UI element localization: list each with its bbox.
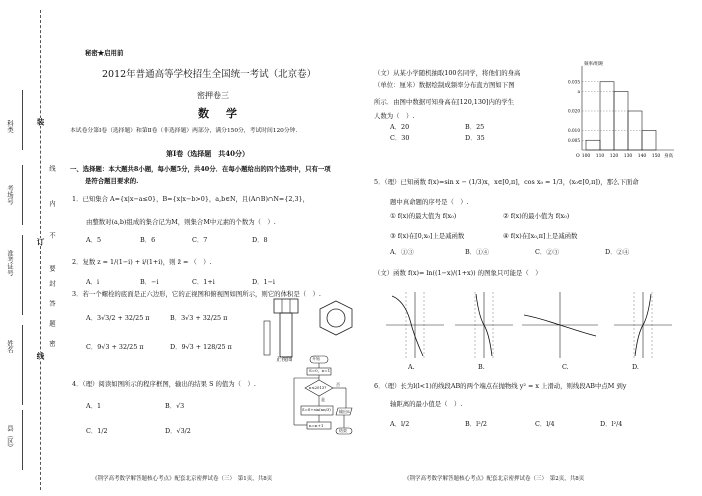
field-room: 考场号: [6, 185, 14, 205]
flow-update-s: S=S+sin(nπ/3): [302, 407, 331, 412]
q5-option-b: B．①④: [465, 248, 489, 256]
q3-option-c: C．9√3 + 32/25 π: [86, 343, 144, 351]
q1-stem: 1．已知集合 A={x|x−a≤0}，B={x|x−b>0}，a,b∈N，且(A∩B)∩N={2,3}，: [72, 195, 309, 203]
seal-text-4: 要: [48, 265, 56, 272]
q5-option-a: A．①③: [390, 248, 414, 256]
q4b-option-b: B．25: [465, 123, 485, 131]
flow-increment: n=n+1: [309, 423, 324, 428]
q5-item-4: ④ f(x)在[x₀,π]上是减函数: [503, 232, 578, 240]
secret-label: 秘密★启用前: [85, 49, 124, 57]
height-histogram: [560, 62, 690, 162]
seal-text-5: 答: [48, 300, 56, 307]
x-tick-label: 130: [623, 154, 633, 159]
q5-option-c: C．②③: [535, 248, 560, 256]
seal-mark-4: 封: [48, 280, 56, 287]
q3-option-b: B．3√3 + 32/25 π: [170, 314, 228, 322]
seal-mark-5: 密: [48, 340, 56, 347]
seal-text-1: 线: [48, 165, 56, 172]
section-heading: 第Ⅰ卷（选择题 共40分）: [166, 149, 250, 158]
q2-option-c: C．1+i: [192, 278, 215, 286]
field-name: 姓名: [6, 340, 14, 353]
q6-stem: 6．（理）长为l(l<1)的线段AB的两个端点在抛物线 y² = x 上滑动，则线段AB中点M 到y: [374, 382, 627, 390]
left-footer: 《荆学高考数学解答题核心考点》配套北京密押试卷（三） 第1页，共8页: [92, 476, 273, 482]
q6-stem-2: 轴距离的最小值是（ ）.: [390, 400, 463, 408]
graph-c: [520, 290, 600, 360]
choice-intro-1: 一、选择题：本大题共8小题，每小题5分，共40分．在每小题给出的四个选项中，只有一项: [70, 165, 331, 173]
q3-option-d: D．9√3 + 128/25 π: [170, 343, 232, 351]
seal-text-2: 内: [48, 200, 56, 207]
graph-b: [453, 290, 515, 360]
y-tick-label: 0.020: [568, 108, 580, 114]
q1-option-d: D．8: [252, 236, 268, 244]
flow-yes: 是: [321, 397, 325, 402]
field-underline-3: [22, 235, 23, 315]
histogram-bar: [614, 92, 628, 151]
origin-label: O: [576, 154, 580, 159]
q2-stem: 2．复数 z = 1/(1−i) + i/(1+i)，则 z̄ = （ ）.: [72, 258, 212, 266]
q5-item-1: ① f(x)的最大值为 f(x₀): [390, 212, 457, 220]
graph-label-c: C.: [562, 363, 569, 371]
exam-title: 2012年普通高等学校招生全国统一考试（北京卷）: [102, 69, 317, 80]
graph-label-b: B.: [478, 363, 485, 371]
flow-start: 开始: [312, 356, 320, 361]
q4-option-a: A．1: [86, 402, 102, 410]
graph-label-a: A.: [408, 363, 415, 371]
seal-mark-1: 装: [36, 118, 45, 126]
subject-title: 数 学: [198, 107, 240, 120]
q2-option-a: A．i: [86, 278, 100, 286]
seal-text-3: 不: [48, 232, 56, 239]
q5-stem: 5．（理）已知函数 f(x)=sin x − (1/3)x，x∈[0,π]，cos x₀ = 1/3，(x₀∈[0,π])，那么下面命: [374, 178, 639, 186]
graph-label-d: D.: [632, 363, 639, 371]
q4-option-c: C．1/2: [86, 427, 108, 435]
q4b-line-3: 所示．由图中数据可知身高在[120,130]内的学生: [374, 98, 515, 106]
q1-option-a: A．5: [86, 236, 102, 244]
histogram-bar: [600, 82, 614, 150]
q4b-option-c: C．30: [390, 134, 410, 142]
field-underline-5: [22, 410, 23, 470]
y-tick-label: 0.005: [568, 137, 580, 143]
q6-option-b: B．l²/2: [465, 420, 487, 428]
y-tick-label: 0.010: [568, 128, 580, 133]
field-underline-2: [22, 165, 23, 225]
right-footer: 《荆学高考数学解答题核心考点》配套北京密押试卷（三） 第2页，共8页: [404, 476, 585, 482]
histogram-bar: [586, 140, 600, 150]
q4b-line-1: （文）从某小学随机抽取100名同学，将他们的身高: [374, 69, 521, 77]
graph-a: [384, 290, 446, 360]
x-tick-label: 110: [595, 154, 605, 159]
y-tick-label: 0.035: [568, 79, 580, 85]
x-axis-label: 身高: [664, 154, 673, 159]
q3-option-a: A．3√3/2 + 32/25 π: [86, 314, 150, 322]
choice-intro-2: 是符合题目要求的.: [85, 177, 139, 185]
y-axis-label: 频率/组距: [584, 62, 604, 67]
field-id: 准考证号: [6, 250, 14, 276]
graph-d: [612, 290, 674, 360]
q5-item-3: ③ f(x)在[0,x₀]上是减函数: [390, 232, 465, 240]
x-tick-label: 100: [581, 154, 591, 159]
flow-end: 结束: [339, 428, 347, 433]
x-tick-label: 120: [609, 154, 619, 159]
q4-option-b: B．√3: [165, 402, 185, 410]
histogram-bar: [642, 131, 656, 151]
seal-mark-3: 线: [36, 352, 45, 360]
seal-mark-2: 订: [36, 238, 45, 246]
field-subject: 科类: [6, 120, 14, 133]
q2-option-d: D．1−i: [252, 278, 275, 286]
q5b-stem: （文）函数 f(x)= ln((1−x)/(1+x)) 的图象只可能是（ ）: [374, 269, 542, 277]
y-tick-label: a: [577, 89, 580, 94]
x-tick-label: 140: [637, 154, 647, 159]
q1-option-c: C．7: [192, 236, 208, 244]
q6-option-a: A．l/2: [390, 420, 410, 428]
q4-stem: 4．（理）阅读如图所示的程序框图，输出的结果 S 的值为（ ）.: [72, 380, 256, 388]
field-county: 县（区）: [6, 425, 14, 451]
q4b-line-4: 人数为（ ）.: [374, 112, 415, 120]
flow-output: 输出S: [339, 409, 350, 414]
q5-stem-2: 题中真命题的序号是（ ）.: [390, 198, 469, 206]
exam-note: 本试卷分第Ⅰ卷（选择题）和第Ⅱ卷（非选择题）两部分，满分150分，考试时间120分钟.: [70, 128, 298, 134]
exam-subtitle: 密押卷三: [197, 91, 229, 100]
q2-option-b: B．−i: [140, 278, 159, 286]
q5-item-2: ② f(x)的最小值为 f(x₀): [503, 212, 570, 220]
seal-text-6: 题: [48, 320, 56, 327]
q1-option-b: B．6: [140, 236, 156, 244]
q1-stem-2: 由整数对(a,b)组成的集合记为M，则集合M中元素的个数为（ ）.: [86, 218, 276, 226]
q3-stem: 3．若一个螺栓的底面是正六边形，它的正视图和俯视图如图所示，则它的体积是（ ）.: [72, 290, 321, 298]
field-underline-1: [22, 90, 23, 150]
flow-no: 否: [336, 382, 340, 387]
front-view-label: 正视图: [276, 357, 293, 363]
q4b-option-d: D．35: [465, 134, 485, 142]
q6-option-d: D．l²/4: [600, 420, 623, 428]
q4b-line-2: （单位：厘米）数据绘制成频率分布直方图如下图: [374, 81, 515, 89]
seal-line: [40, 10, 41, 490]
q5-option-d: D．②④: [605, 248, 630, 256]
q4-option-d: D．√3/2: [165, 427, 191, 435]
q4b-option-a: A．20: [390, 123, 410, 131]
flow-condition: n≤2013?: [309, 385, 327, 390]
q6-option-c: C．l/4: [535, 420, 555, 428]
field-underline-4: [22, 325, 23, 405]
x-tick-label: 150: [651, 154, 661, 159]
flow-init: S=0，n=1: [309, 368, 331, 373]
